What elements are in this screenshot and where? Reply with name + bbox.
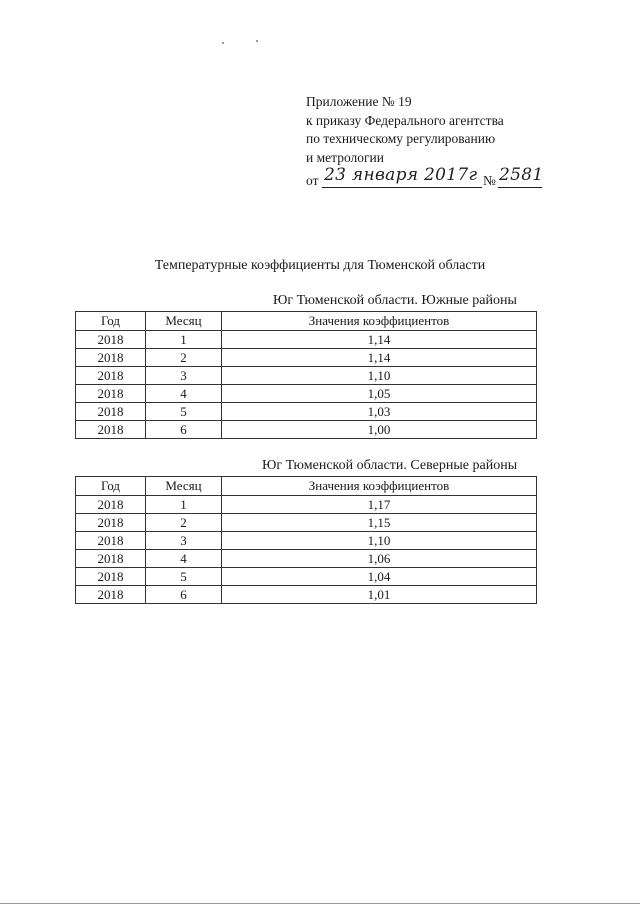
- cell-year: 2018: [76, 586, 146, 604]
- table-row: [76, 385, 537, 403]
- handwritten-date: 23 января 2017г: [324, 165, 478, 185]
- cell-month: 3: [146, 367, 222, 385]
- header-line: по техническому регулированию: [306, 131, 496, 146]
- cell-coefficient: 1,03: [222, 403, 537, 421]
- cell-year: 2018: [76, 496, 146, 514]
- cell-coefficient: 1,10: [222, 532, 537, 550]
- cell-month: 2: [146, 349, 222, 367]
- table-row: [76, 349, 537, 367]
- header-line: и метрологии: [306, 149, 384, 165]
- coefficients-table-south: [75, 311, 537, 439]
- column-header-coefficient: Значения коэффициентов: [222, 312, 537, 331]
- order-date-number-row: [306, 165, 606, 191]
- column-header-month: Месяц: [146, 477, 222, 496]
- cell-month: 5: [146, 568, 222, 586]
- cell-year: 2018: [76, 514, 146, 532]
- header-line: Приложение № 19: [306, 94, 412, 109]
- document-title: Температурные коэффициенты для Тюменской области: [154, 258, 486, 273]
- table-row: [76, 331, 537, 349]
- cell-month: 6: [146, 586, 222, 604]
- cell-month: 2: [146, 514, 222, 532]
- coefficients-table-north: [75, 476, 537, 604]
- cell-coefficient: 1,10: [222, 367, 537, 385]
- cell-coefficient: 1,14: [222, 331, 537, 349]
- cell-year: 2018: [76, 367, 146, 385]
- column-header-year: Год: [76, 477, 146, 496]
- date-underline: [322, 187, 482, 188]
- table-header-row: [76, 312, 537, 331]
- cell-month: 1: [146, 331, 222, 349]
- cell-year: 2018: [76, 550, 146, 568]
- cell-year: 2018: [76, 331, 146, 349]
- cell-month: 5: [146, 403, 222, 421]
- table-row: [76, 532, 537, 550]
- cell-month: 1: [146, 496, 222, 514]
- cell-month: 6: [146, 421, 222, 439]
- cell-year: 2018: [76, 349, 146, 367]
- handwritten-number: 2581: [499, 165, 544, 185]
- table-row: [76, 496, 537, 514]
- cell-year: 2018: [76, 532, 146, 550]
- table-caption-south: Юг Тюменской области. Южные районы: [273, 293, 517, 308]
- cell-coefficient: 1,14: [222, 349, 537, 367]
- table-row: [76, 421, 537, 439]
- cell-month: 3: [146, 532, 222, 550]
- cell-coefficient: 1,17: [222, 496, 537, 514]
- scan-speck: [256, 40, 258, 42]
- table-header-row: [76, 477, 537, 496]
- table-row: [76, 550, 537, 568]
- cell-year: 2018: [76, 385, 146, 403]
- cell-coefficient: 1,00: [222, 421, 537, 439]
- table-row: [76, 367, 537, 385]
- table-row: [76, 514, 537, 532]
- column-header-coefficient: Значения коэффициентов: [222, 477, 537, 496]
- from-label: от: [306, 173, 319, 188]
- cell-coefficient: 1,06: [222, 550, 537, 568]
- cell-month: 4: [146, 550, 222, 568]
- header-line: к приказу Федерального агентства: [306, 112, 504, 128]
- cell-coefficient: 1,04: [222, 568, 537, 586]
- number-underline: [498, 187, 542, 188]
- column-header-year: Год: [76, 312, 146, 331]
- table-caption-north: Юг Тюменской области. Северные районы: [262, 458, 518, 473]
- cell-coefficient: 1,01: [222, 586, 537, 604]
- column-header-month: Месяц: [146, 312, 222, 331]
- scan-edge-line: [0, 903, 640, 904]
- table-row: [76, 403, 537, 421]
- cell-year: 2018: [76, 403, 146, 421]
- cell-coefficient: 1,05: [222, 385, 537, 403]
- appendix-header: [306, 93, 606, 191]
- number-label: №: [483, 173, 496, 188]
- cell-month: 4: [146, 385, 222, 403]
- table-row: [76, 568, 537, 586]
- scan-speck: [222, 42, 224, 44]
- cell-year: 2018: [76, 421, 146, 439]
- cell-year: 2018: [76, 568, 146, 586]
- cell-coefficient: 1,15: [222, 514, 537, 532]
- table-row: [76, 586, 537, 604]
